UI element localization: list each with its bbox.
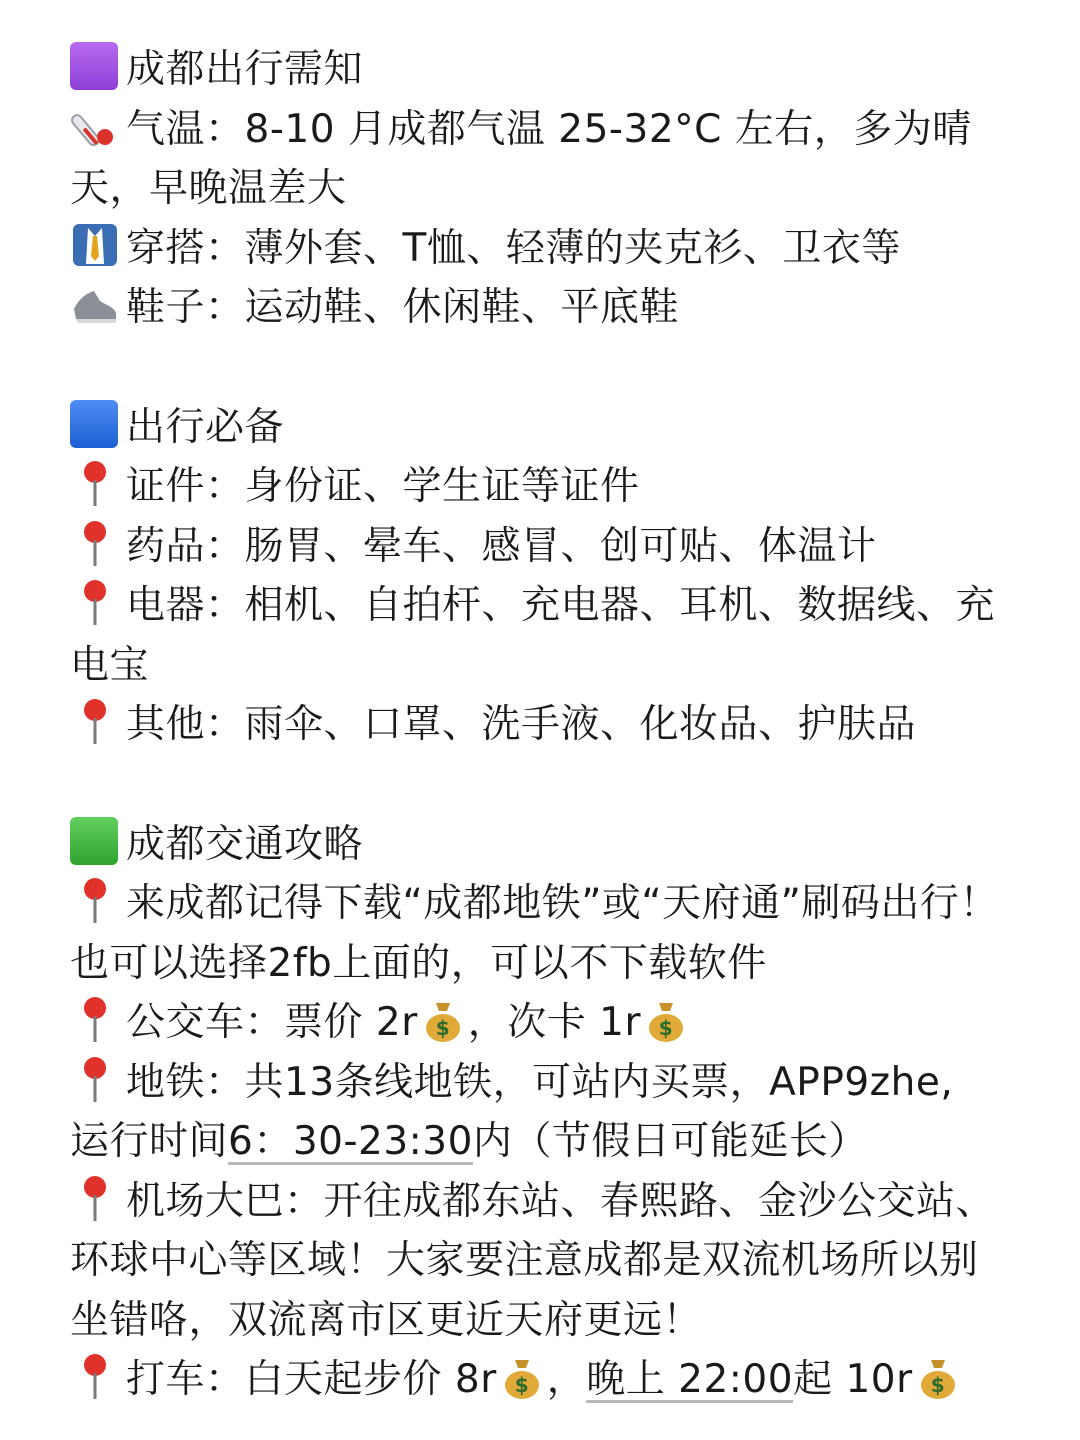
pin-icon <box>70 1173 120 1223</box>
sneaker-icon <box>70 279 120 329</box>
list-item-documents: 证件：身份证、学生证等证件 <box>70 457 1000 517</box>
pin-icon <box>70 696 120 746</box>
pin-icon <box>70 875 120 925</box>
pin-icon <box>70 577 120 627</box>
list-item-others: 其他：雨伞、口罩、洗手液、化妆品、护肤品 <box>70 695 1000 755</box>
list-item-airport-bus: 机场大巴：开往成都东站、春熙路、金沙公交站、环球中心等区域！大家要注意成都是双流机场所以别坐错咯，双流离市区更近天府更远！ <box>70 1172 1000 1351</box>
svg-text:$: $ <box>930 1373 945 1397</box>
section-title-transport: 成都交通攻略 <box>70 815 1000 875</box>
money-bag-icon <box>422 999 464 1043</box>
list-item-medicine: 药品：肠胃、晕车、感冒、创可贴、体温计 <box>70 517 1000 577</box>
money-bag-icon <box>501 1356 543 1400</box>
list-item-metro: 地铁：共13条线地铁，可站内买票，APP9zhe, 运行时间6：30-23:30内（节假日可能延长） <box>70 1053 1000 1172</box>
blue-square-icon <box>70 400 118 448</box>
money-bag-icon <box>917 1356 959 1400</box>
svg-text:$: $ <box>658 1016 674 1040</box>
list-item-shoes: 鞋子：运动鞋、休闲鞋、平底鞋 <box>70 278 1000 338</box>
pin-icon <box>70 1351 120 1401</box>
pin-icon <box>70 994 120 1044</box>
svg-text:$: $ <box>435 1016 450 1040</box>
pin-icon <box>70 1054 120 1104</box>
note-page <box>70 40 1000 1410</box>
svg-text:$: $ <box>514 1373 529 1397</box>
money-bag-icon <box>645 999 687 1043</box>
section-title-travel-notes: 成都出行需知 <box>70 40 1000 100</box>
purple-square-icon <box>70 42 118 90</box>
shirt-tie-icon <box>70 220 120 270</box>
list-item-metro-app: 来成都记得下载“成都地铁”或“天府通”刷码出行！也可以选择2fb上面的，可以不下载软件 <box>70 874 1000 993</box>
green-square-icon <box>70 817 118 865</box>
list-item-outfit: 穿搭：薄外套、T恤、轻薄的夹克衫、卫衣等 <box>70 219 1000 279</box>
thermometer-icon <box>70 101 120 151</box>
list-item-bus: 公交车：票价 2r $ ，次卡 1r $ <box>70 993 1000 1053</box>
section-title-essentials: 出行必备 <box>70 398 1000 458</box>
list-item-electronics: 电器：相机、自拍杆、充电器、耳机、数据线、充电宝 <box>70 576 1000 695</box>
pin-icon <box>70 518 120 568</box>
list-item-temperature: 气温：8-10 月成都气温 25-32°C 左右，多为晴天，早晚温差大 <box>70 100 1000 219</box>
list-item-taxi: 打车：白天起步价 8r $ ，晚上 22:00起 10r $ <box>70 1350 1000 1410</box>
pin-icon <box>70 458 120 508</box>
